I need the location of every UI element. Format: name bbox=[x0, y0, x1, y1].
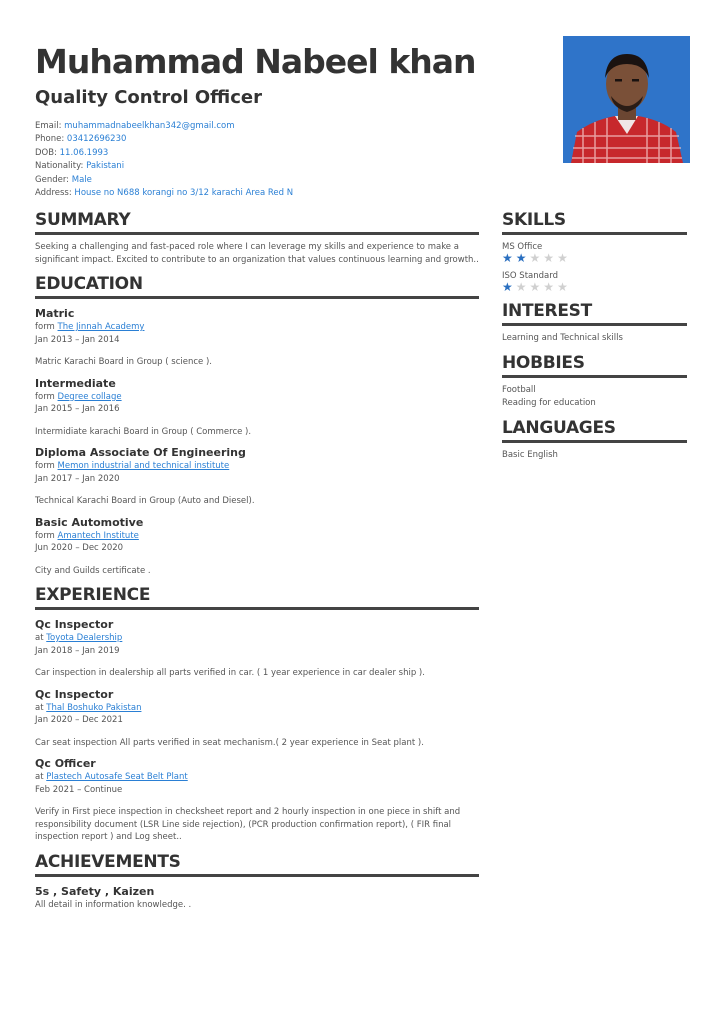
star-filled-icon: ★ bbox=[515, 251, 530, 265]
institution-link[interactable]: Memon industrial and technical institute bbox=[57, 461, 230, 471]
institution-link[interactable]: Degree collage bbox=[57, 391, 122, 402]
summary-section bbox=[35, 210, 479, 266]
summary-text: Seeking a challenging and fast-paced role where I can leverage my skills and experience to make a significant impact. Excited to contribute to an organization that values continuous learning and growth.. bbox=[35, 242, 479, 265]
star-empty-icon: ★ bbox=[543, 251, 558, 265]
skill-item bbox=[502, 271, 687, 293]
entry-dates: Jan 2020 – Dec 2021 bbox=[35, 715, 123, 725]
entry-title: Matric bbox=[35, 307, 75, 320]
achievement-description: All detail in information knowledge. . bbox=[35, 899, 192, 910]
languages-section bbox=[502, 418, 687, 462]
entry-dates: Jan 2013 – Jan 2014 bbox=[35, 334, 120, 345]
nationality-value: Pakistani bbox=[86, 161, 125, 172]
contact-nationality: Nationality: Pakistani bbox=[35, 161, 125, 172]
dob-value: 11.06.1993 bbox=[59, 147, 109, 158]
education-entry: Matric form The Jinnah Academy Jan 2013 – Jan 2014 Matric Karachi Board in Group ( science ). bbox=[35, 307, 479, 369]
contact-address: Address: House no N688 korangi no 3/12 karachi Area Red N bbox=[35, 188, 294, 199]
contact-dob: DOB: 11.06.1993 bbox=[35, 147, 109, 158]
entry-dates: Jun 2020 – Dec 2020 bbox=[35, 543, 124, 553]
experience-entry: Qc Inspector at Toyota Dealership Jan 2018 – Jan 2019 Car inspection in dealership all parts verified in car. ( 1 year experience in car dealer ship ). bbox=[35, 618, 479, 680]
entry-title: Qc Officer bbox=[35, 757, 96, 770]
skill-name: MS Office bbox=[502, 242, 543, 252]
skill-name: ISO Standard bbox=[502, 271, 558, 281]
entry-description: Matric Karachi Board in Group ( science ). bbox=[35, 357, 213, 367]
entry-title: Diploma Associate Of Engineering bbox=[35, 446, 246, 459]
star-empty-icon: ★ bbox=[529, 280, 544, 294]
education-heading: EDUCATION bbox=[35, 274, 479, 299]
portrait-image bbox=[563, 36, 690, 163]
candidate-name: Muhammad Nabeel khan bbox=[35, 42, 476, 81]
star-empty-icon: ★ bbox=[557, 280, 571, 294]
star-empty-icon: ★ bbox=[543, 280, 558, 294]
employer-link[interactable]: Thal Boshuko Pakistan bbox=[46, 702, 142, 713]
interest-section bbox=[502, 301, 687, 345]
summary-heading: SUMMARY bbox=[35, 210, 479, 235]
entry-dates: Feb 2021 – Continue bbox=[35, 784, 123, 795]
experience-entry: Qc Inspector at Thal Boshuko Pakistan Jan 2020 – Dec 2021 Car seat inspection All parts verified in seat mechanism.( 2 year experience in Seat plant ). bbox=[35, 688, 479, 750]
institution-link[interactable]: Amantech Institute bbox=[57, 530, 139, 541]
gender-value: Male bbox=[71, 174, 92, 185]
language-text: Basic English bbox=[502, 450, 558, 460]
profile-photo bbox=[563, 36, 690, 163]
entry-description: Car inspection in dealership all parts verified in car. ( 1 year experience in car dealer ship ). bbox=[35, 668, 425, 678]
skill-rating-stars bbox=[502, 281, 687, 293]
side-column bbox=[502, 210, 687, 470]
entry-description: Car seat inspection All parts verified in seat mechanism.( 2 year experience in Seat plant ). bbox=[35, 737, 424, 748]
contact-block bbox=[35, 120, 293, 200]
entry-description: City and Guilds certificate . bbox=[35, 565, 151, 576]
star-empty-icon: ★ bbox=[529, 251, 544, 265]
education-entry: Intermediate form Degree collage Jan 2015 – Jan 2016 Intermidiate karachi Board in Group ( Commerce ). bbox=[35, 377, 479, 439]
entry-title: Intermediate bbox=[35, 376, 116, 390]
education-entry: Basic Automotive form Amantech Institute Jun 2020 – Dec 2020 City and Guilds certificate . bbox=[35, 516, 479, 578]
star-empty-icon: ★ bbox=[557, 251, 571, 265]
experience-heading: EXPERIENCE bbox=[35, 585, 479, 610]
skills-heading: SKILLS bbox=[502, 210, 687, 235]
interest-text: Learning and Technical skills bbox=[502, 333, 623, 343]
address-value: House no N688 korangi no 3/12 karachi Area Red N bbox=[74, 188, 294, 199]
hobbies-heading: HOBBIES bbox=[502, 353, 687, 378]
contact-phone: Phone: 03412696230 bbox=[35, 134, 127, 145]
star-filled-icon: ★ bbox=[502, 280, 516, 294]
main-column bbox=[35, 210, 479, 919]
job-title: Quality Control Officer bbox=[35, 87, 263, 108]
skills-section bbox=[502, 210, 687, 293]
institution-link[interactable]: The Jinnah Academy bbox=[57, 322, 145, 332]
education-section bbox=[35, 274, 479, 577]
entry-title: Qc Inspector bbox=[35, 687, 114, 701]
entry-title: Qc Inspector bbox=[35, 618, 114, 631]
skill-item bbox=[502, 242, 687, 264]
achievements-heading: ACHIEVEMENTS bbox=[35, 852, 479, 877]
employer-link[interactable]: Toyota Dealership bbox=[46, 633, 123, 643]
experience-section bbox=[35, 585, 479, 844]
achievements-section bbox=[35, 852, 479, 912]
contact-email: Email: muhammadnabeelkhan342@gmail.com bbox=[35, 121, 235, 131]
entry-title: Basic Automotive bbox=[35, 515, 144, 529]
entry-dates: Jan 2015 – Jan 2016 bbox=[35, 404, 120, 414]
entry-dates: Jan 2018 – Jan 2019 bbox=[35, 645, 120, 656]
entry-description: Intermidiate karachi Board in Group ( Commerce ). bbox=[35, 426, 252, 437]
hobby-item: Football bbox=[502, 385, 536, 395]
entry-dates: Jan 2017 – Jan 2020 bbox=[35, 473, 120, 484]
entry-description: Verify in First piece inspection in checksheet report and 2 hourly inspection in one piece in shift and responsibility document (LSR Line side rejection), (PCR production confirmation report), ( FIR final inspection report ) and Log sheet.. bbox=[35, 807, 461, 842]
star-filled-icon: ★ bbox=[502, 251, 516, 265]
contact-gender: Gender: Male bbox=[35, 174, 92, 185]
achievement-title: 5s , Safety , Kaizen bbox=[35, 884, 155, 898]
languages-heading: LANGUAGES bbox=[502, 418, 687, 443]
phone-value[interactable]: 03412696230 bbox=[66, 134, 127, 145]
hobbies-section bbox=[502, 353, 687, 410]
employer-link[interactable]: Plastech Autosafe Seat Belt Plant bbox=[46, 772, 188, 782]
entry-description: Technical Karachi Board in Group (Auto and Diesel). bbox=[35, 496, 255, 506]
star-empty-icon: ★ bbox=[515, 280, 530, 294]
skill-rating-stars bbox=[502, 252, 687, 264]
email-value[interactable]: muhammadnabeelkhan342@gmail.com bbox=[64, 121, 235, 131]
hobby-item: Reading for education bbox=[502, 398, 596, 408]
interest-heading: INTEREST bbox=[502, 301, 687, 326]
experience-entry: Qc Officer at Plastech Autosafe Seat Belt Plant Feb 2021 – Continue Verify in First piece inspection in checksheet report and 2 hourly inspection in one piece in shift and responsibility document (LSR Line side rejection), (PCR production confirmation report), ( FIR final inspection report ) and Log sheet.. bbox=[35, 757, 479, 844]
education-entry: Diploma Associate Of Engineering form Memon industrial and technical institute Jan 2017 – Jan 2020 Technical Karachi Board in Group (Auto and Diesel). bbox=[35, 446, 479, 508]
